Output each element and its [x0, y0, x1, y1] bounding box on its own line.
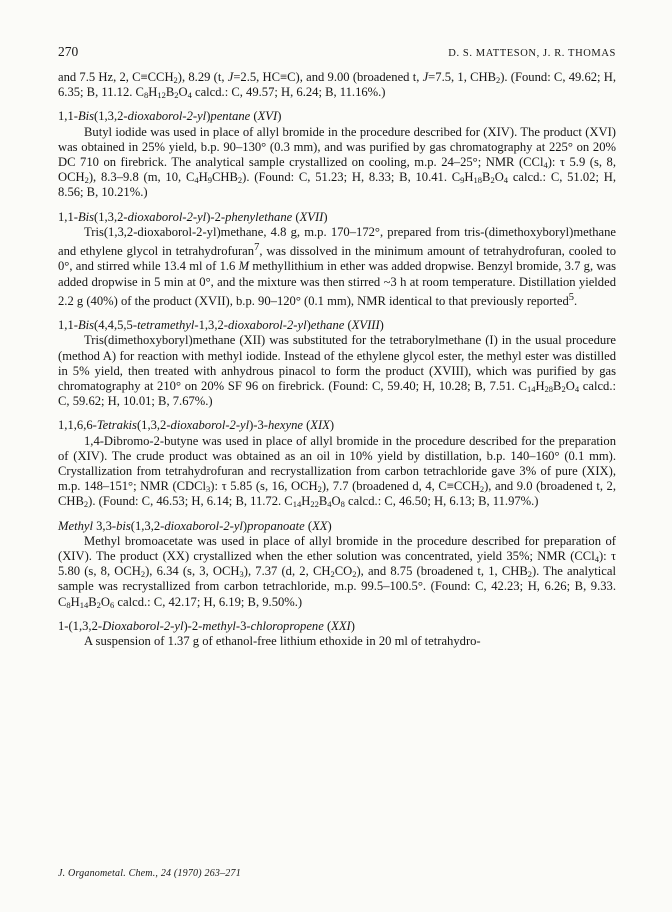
journal-citation-footer: J. Organometal. Chem., 24 (1970) 263–271 — [58, 868, 241, 879]
running-head — [58, 44, 616, 60]
section-body: Tris(dimethoxyboryl)methane (XII) was substituted for the tetraborylmethane (I) in the usual procedure (method A) for reaction with methyl iodide. Instead of the ethylene glycol ester, the methyl ester was distilled in 5% yield, then treated with anhydrous pinacol to form the product (XVIII), which was purified by gas chromatography at 210° on 20% SF 96 on firebrick. (Found: C, 59.40; H, 10.28; B, 7.51. $C_{14}H_{28}B_2O_4$ calcd.: C, 59.62; H, 10.01; B, 7.67%.) — [58, 333, 616, 409]
section-body: A suspension of 1.37 g of ethanol-free lithium ethoxide in 20 ml of tetrahydro- — [84, 634, 481, 649]
section-xix — [58, 418, 616, 509]
section-heading: 1,1,6,6-Tetrakis(1,3,2-dioxaborol-2-yl)-3-hexyne (XIX) — [58, 418, 335, 433]
section-heading: 1,1-Bis(1,3,2-dioxaborol-2-yl)-2-phenylethane (XVII) — [58, 209, 328, 224]
section-xxi — [58, 619, 616, 649]
section-heading: Methyl 3,3-bis(1,3,2-dioxaborol-2-yl)propanoate (XX) — [58, 518, 332, 533]
section-xx — [58, 519, 616, 610]
section-body: Methyl bromoacetate was used in place of allyl bromide in the procedure described for preparation of (XIV). The product (XX) crystallized when the ether solution was concentrated, yield 35%; NMR (CCl$_4$): τ 5.80 (s, 8, $OCH_2$), 6.34 (s, 3, $OCH_3$), 7.37 (d, 2, $CH_2CO_2$), and 8.75 (broadened t, 1, $CHB_2$). The analytical sample was recrystallized from carbon tetrachloride, m.p. 99.5–100.5°. (Found: C, 42.23; H, 6.26; B, 9.33. $C_8H_{14}B_2O_6$ calcd.: C, 42.17; H, 6.19; B, 9.50%.) — [58, 533, 617, 610]
page-number: 270 — [58, 44, 79, 59]
section-xvii — [58, 210, 616, 310]
intro-paragraph: and 7.5 Hz, 2, $C\equiv CCH_2$), 8.29 (t, J=2.5, HC≡C), and 9.00 (broadened t, J=7.5, 1, $CHB_2$). (Found: C, 49.62; H, 6.35; B, 11.12. $C_8H_{12}B_2O_4$ calcd.: C, 49.57; H, 6.24; B, 11.16%.) — [58, 70, 617, 101]
section-heading: 1-(1,3,2-Dioxaborol-2-yl)-2-methyl-3-chloropropene (XXI) — [58, 618, 355, 633]
section-heading: 1,1-Bis(1,3,2-dioxaborol-2-yl)pentane (XVI) — [58, 109, 282, 124]
section-xviii — [58, 318, 616, 409]
section-body: Tris(1,3,2-dioxaborol-2-yl)methane, 4.8 g, m.p. 170–172°, prepared from tris-(dimethoxyboryl)methane and ethylene glycol in tetrahydrofuran$^7$, was dissolved in the minimum amount of tetrahydrofuran, cooled to 0°, and stirred while 13.4 ml of 1.6 M methyllithium in ether was added dropwise. Benzyl bromide, 3.7 g, was added dropwise in 5 min at 0°, and the mixture was then stirred ~3 h at room temperature. Distillation yielded 2.2 g (40%) of the product (XVII), b.p. 90–120° (0.1 mm), NMR identical to that previously reported$^5$. — [58, 224, 616, 309]
running-head-authors: D. S. MATTESON, J. R. THOMAS — [448, 48, 616, 59]
section-body: Butyl iodide was used in place of allyl bromide in the procedure described for (XIV). The product (XVI) was obtained in 25% yield, b.p. 90–130° (0.3 mm), and was purified by gas chromatography at 225° on 20% DC 710 on firebrick. The analytical sample crystallized on cooling, m.p. 24–25°; NMR (CCl$_4$): τ 5.9 (s, 8, $OCH_2$), 8.3–9.8 (m, 10, $C_4H_9CHB_2$). (Found: C, 51.23; H, 8.33; B, 10.41. $C_9H_{18}B_2O_4$ calcd.: C, 51.02; H, 8.56; B, 10.21%.) — [58, 124, 616, 200]
section-heading: 1,1-Bis(4,4,5,5-tetramethyl-1,3,2-dioxaborol-2-yl)ethane (XVIII) — [58, 318, 384, 333]
section-xvi — [58, 109, 616, 200]
section-body: 1,4-Dibromo-2-butyne was used in place of allyl bromide in the procedure described for the preparation of (XIV). The crude product was obtained as an oil in 10% yield by distillation, b.p. 140–160° (0.1 mm). Crystallization from tetrahydrofuran and recrystallization from carbon tetrachloride gave 3% of pure (XIX), m.p. 148–151°; NMR (CDCl$_3$): τ 5.85 (s, 16, $OCH_2$), 7.7 (broadened d, 4, $C\equiv CCH_2$), and 9.0 (broadened t, 2, $CHB_2$). (Found: C, 46.53; H, 6.14; B, 11.72. $C_{14}H_{22}B_4O_8$ calcd.: C, 46.50; H, 6.13; B, 11.97%.) — [58, 433, 616, 510]
